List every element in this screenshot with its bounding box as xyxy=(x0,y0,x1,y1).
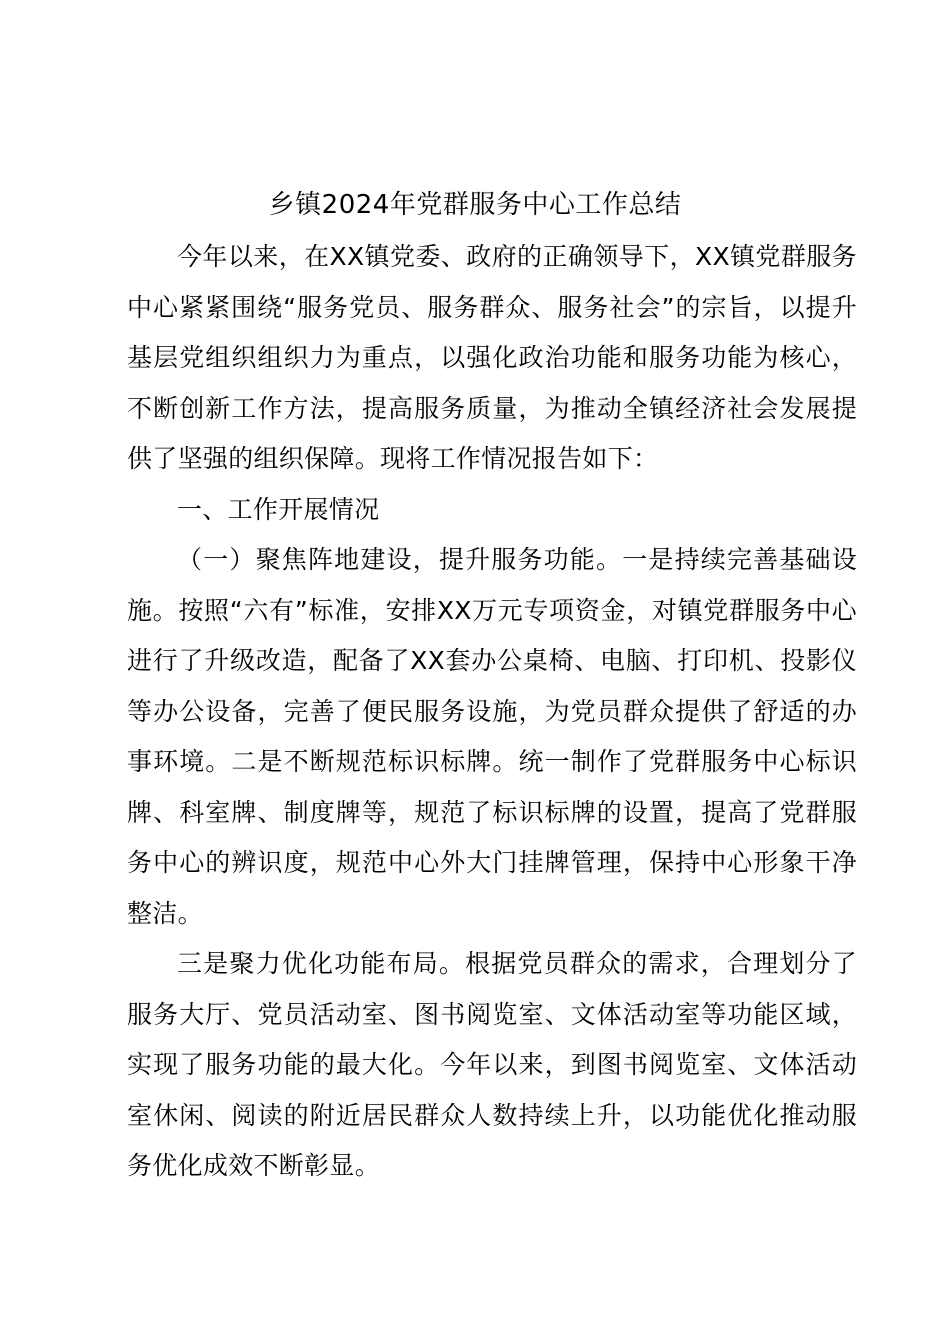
body-paragraph: 三是聚力优化功能布局。根据党员群众的需求，合理划分了服务大厅、党员活动室、图书阅览室、文体活动室等功能区域，实现了服务功能的最大化。今年以来，到图书阅览室、文体活动室休闲、阅读的附近居民群众人数持续上升，以功能优化推动服务优化成效不断彰显。 xyxy=(127,949,857,1180)
document-title: 乡镇2024年党群服务中心工作总结 xyxy=(268,190,682,220)
intro-paragraph: 今年以来，在XX镇党委、政府的正确领导下，XX镇党群服务中心紧紧围绕“服务党员、服务群众、服务社会”的宗旨，以提升基层党组织组织力为重点，以强化政治功能和服务功能为核心，不断创新工作方法，提高服务质量，为推动全镇经济社会发展提供了坚强的组织保障。现将工作情况报告如下： xyxy=(127,242,857,473)
subsection-paragraph-1: （一）聚焦阵地建设，提升服务功能。一是持续完善基础设施。按照“六有”标准，安排XX万元专项资金，对镇党群服务中心进行了升级改造，配备了XX套办公桌椅、电脑、打印机、投影仪等办公设备，完善了便民服务设施，为党员群众提供了舒适的办事环境。二是不断规范标识标牌。统一制作了党群服务中心标识牌、科室牌、制度牌等，规范了标识标牌的设置，提高了党群服务中心的辨识度，规范中心外大门挂牌管理，保持中心形象干净整洁。 xyxy=(127,545,857,928)
document-body xyxy=(127,232,857,1192)
section-heading-1: 一、工作开展情况 xyxy=(177,494,380,524)
